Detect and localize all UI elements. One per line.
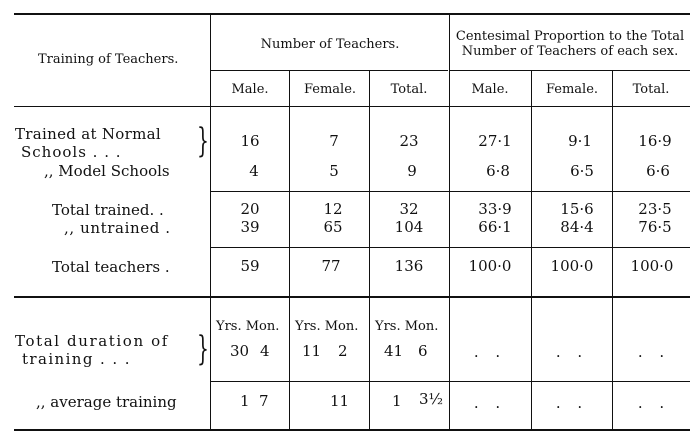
header-training: Training of Teachers. xyxy=(38,52,179,67)
brace-normal: } xyxy=(197,121,209,161)
average-total-months: 3½ xyxy=(419,390,444,408)
row-label-normal-line1: Trained at Normal xyxy=(15,125,161,143)
cell-teachers-prop-total: 100·0 xyxy=(630,257,674,275)
cell-normal-total: 23 xyxy=(399,132,419,150)
row-label-model: ,, Model Schools xyxy=(44,162,170,180)
subheader-female: Female. xyxy=(303,82,357,97)
header-bottom-rule xyxy=(14,106,690,107)
cell-model-prop-female: 6·5 xyxy=(570,162,594,180)
cell-model-male: 4 xyxy=(249,162,259,180)
cell-trained-prop-male: 33·9 xyxy=(478,200,512,218)
average-section-rule xyxy=(210,381,690,382)
subheader-rule-left xyxy=(210,70,448,71)
cell-normal-female: 7 xyxy=(329,132,339,150)
average-total-years: 1 xyxy=(392,392,402,410)
cell-untrained-male: 39 xyxy=(240,218,260,236)
cell-untrained-prop-female: 84·4 xyxy=(560,218,594,236)
dots-duration-prop-female: . . xyxy=(555,343,589,361)
duration-total-years: 41 xyxy=(384,342,404,360)
subheader-male: Male. xyxy=(231,82,269,97)
cell-teachers-total: 136 xyxy=(394,257,424,275)
cell-untrained-total: 104 xyxy=(394,218,424,236)
subheader-total: Total. xyxy=(390,82,428,97)
cell-untrained-prop-male: 66·1 xyxy=(478,218,512,236)
bottom-rule xyxy=(14,429,690,431)
average-female-months: 11 xyxy=(330,392,350,410)
header-number-of-teachers: Number of Teachers. xyxy=(260,37,400,52)
col-rule-5 xyxy=(531,70,532,431)
cell-normal-prop-female: 9·1 xyxy=(568,132,592,150)
row-label-total-teachers: Total teachers . xyxy=(52,258,170,276)
dots-duration-prop-total: . . xyxy=(637,343,671,361)
cell-trained-prop-total: 23·5 xyxy=(638,200,672,218)
cell-teachers-prop-male: 100·0 xyxy=(468,257,512,275)
cell-model-prop-male: 6·8 xyxy=(486,162,510,180)
cell-teachers-prop-female: 100·0 xyxy=(550,257,594,275)
average-male-years: 1 xyxy=(240,392,250,410)
cell-normal-prop-total: 16·9 xyxy=(638,132,672,150)
subheader-rule-right xyxy=(449,70,690,71)
cell-model-prop-total: 6·6 xyxy=(646,162,670,180)
row-label-average: ,, average training xyxy=(36,393,177,411)
subheader-prop-male: Male. xyxy=(471,82,509,97)
dots-average-prop-total: . . xyxy=(637,394,671,412)
header-proportion-line2: Number of Teachers of each sex. xyxy=(461,44,679,59)
dots-duration-prop-male: . . xyxy=(473,343,507,361)
duration-total-months: 6 xyxy=(418,342,428,360)
dots-average-prop-female: . . xyxy=(555,394,589,412)
dots-average-prop-male: . . xyxy=(473,394,507,412)
top-rule xyxy=(14,13,690,15)
unit-label-total: Yrs. Mon. xyxy=(375,319,439,334)
header-proportion-line1: Centesimal Proportion to the Total xyxy=(455,29,685,44)
duration-male-months: 4 xyxy=(260,342,270,360)
row-label-untrained: ,, untrained . xyxy=(64,219,171,237)
trained-section-rule xyxy=(210,191,690,192)
duration-male-years: 30 xyxy=(230,342,250,360)
subheader-prop-total: Total. xyxy=(632,82,670,97)
col-rule-6 xyxy=(612,70,613,431)
row-label-normal-line2: Schools . . . xyxy=(21,143,122,161)
cell-trained-male: 20 xyxy=(240,200,260,218)
brace-duration: } xyxy=(197,329,209,369)
cell-teachers-male: 59 xyxy=(240,257,260,275)
cell-normal-male: 16 xyxy=(240,132,260,150)
subheader-prop-female: Female. xyxy=(545,82,599,97)
duration-female-months: 2 xyxy=(338,342,348,360)
row-label-total-trained: Total trained. . xyxy=(52,201,164,219)
unit-label-male: Yrs. Mon. xyxy=(216,319,280,334)
average-male-months: 7 xyxy=(259,392,269,410)
duration-female-years: 11 xyxy=(302,342,322,360)
cell-untrained-prop-total: 76·5 xyxy=(638,218,672,236)
cell-model-female: 5 xyxy=(329,162,339,180)
cell-untrained-female: 65 xyxy=(323,218,343,236)
col-rule-3 xyxy=(369,70,370,431)
totals-section-rule xyxy=(210,247,690,248)
cell-normal-prop-male: 27·1 xyxy=(478,132,512,150)
cell-teachers-female: 77 xyxy=(321,257,341,275)
duration-top-rule xyxy=(14,296,690,298)
cell-model-total: 9 xyxy=(407,162,417,180)
col-rule-1 xyxy=(210,13,211,431)
row-label-duration-line1: Total duration of xyxy=(15,332,169,350)
col-rule-2 xyxy=(289,70,290,431)
cell-trained-total: 32 xyxy=(399,200,419,218)
cell-trained-female: 12 xyxy=(323,200,343,218)
col-rule-4 xyxy=(449,13,450,431)
unit-label-female: Yrs. Mon. xyxy=(295,319,359,334)
cell-trained-prop-female: 15·6 xyxy=(560,200,594,218)
row-label-duration-line2: training . . . xyxy=(22,350,131,368)
